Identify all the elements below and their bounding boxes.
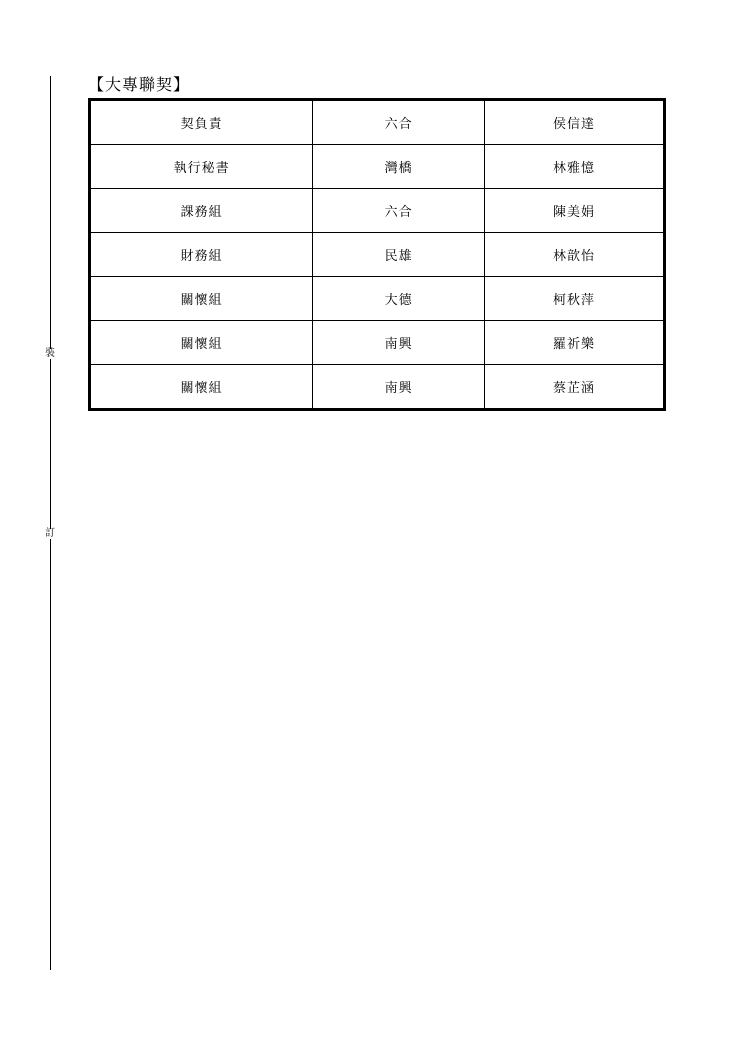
table-row — [90, 189, 665, 233]
role-cell: 執行秘書 — [90, 145, 313, 189]
name-cell: 羅祈樂 — [485, 321, 665, 365]
church-cell: 民雄 — [313, 233, 485, 277]
church-cell: 六合 — [313, 100, 485, 145]
church-cell: 南興 — [313, 321, 485, 365]
name-cell: 侯信達 — [485, 100, 665, 145]
table-row — [90, 365, 665, 410]
binding-margin-line — [50, 76, 51, 970]
role-cell: 契負責 — [90, 100, 313, 145]
table-row — [90, 100, 665, 145]
table-row — [90, 277, 665, 321]
binding-mark-zhuang: 裝 — [45, 348, 55, 359]
role-cell: 關懷組 — [90, 277, 313, 321]
section-title: 【大專聯契】 — [88, 75, 191, 94]
table-row — [90, 145, 665, 189]
role-cell: 關懷組 — [90, 321, 313, 365]
church-cell: 灣橋 — [313, 145, 485, 189]
table-row — [90, 233, 665, 277]
name-cell: 蔡芷涵 — [485, 365, 665, 410]
roster-table — [88, 98, 666, 411]
name-cell: 林雅憶 — [485, 145, 665, 189]
name-cell: 陳美娟 — [485, 189, 665, 233]
church-cell: 南興 — [313, 365, 485, 410]
table-row — [90, 321, 665, 365]
church-cell: 大德 — [313, 277, 485, 321]
role-cell: 關懷組 — [90, 365, 313, 410]
role-cell: 財務組 — [90, 233, 313, 277]
name-cell: 柯秋萍 — [485, 277, 665, 321]
name-cell: 林歆怡 — [485, 233, 665, 277]
role-cell: 課務組 — [90, 189, 313, 233]
church-cell: 六合 — [313, 189, 485, 233]
binding-mark-ding: 訂 — [45, 528, 55, 539]
